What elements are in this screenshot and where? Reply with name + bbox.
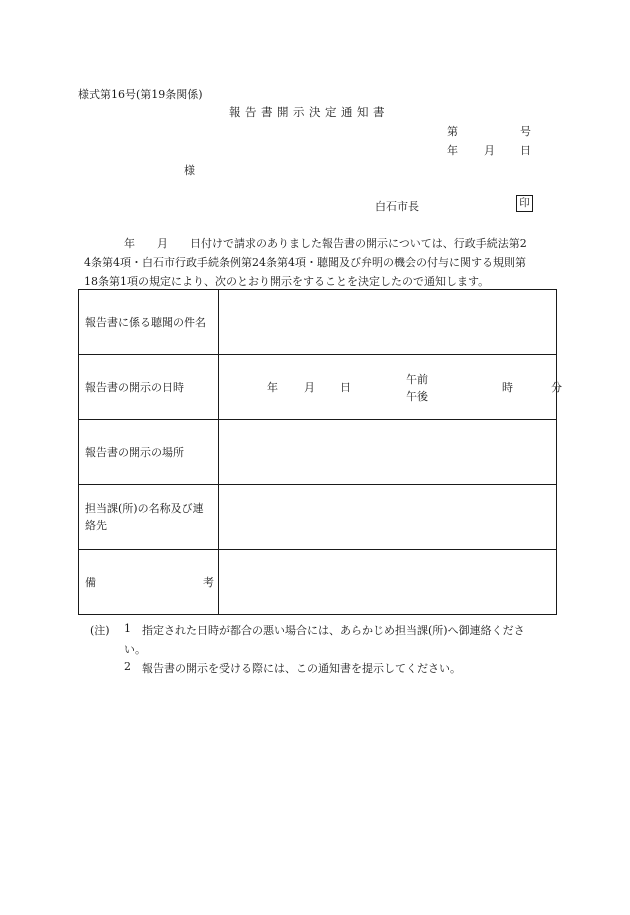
table-row [79,485,557,550]
table-row [79,420,557,485]
note-1-text-continued: い。 [124,643,146,656]
table-row [79,550,557,615]
body-line-1: 年 月 日付けで請求のありました報告書の開示については、行政手続法第2 [124,237,527,250]
row-value-remarks[interactable] [219,550,557,615]
dt-year: 年 [267,381,278,394]
date-year-label: 年 [447,144,458,157]
dt-hour: 時 [502,381,513,394]
table-row [79,355,557,420]
note-2-text: 報告書の開示を受ける際には、この通知書を提示してください。 [142,662,461,675]
note-1-text: 指定された日時が都合の悪い場合には、あらかじめ担当課(所)へ御連絡くださ [142,624,525,637]
row-label-place [79,420,219,485]
dt-pm: 午後 [406,390,428,403]
dt-month: 月 [304,381,315,394]
document-title: 報告書開示決定通知書 [229,105,389,119]
dt-minute: 分 [551,381,562,394]
date-month-label: 月 [484,144,495,157]
form-number: 様式第16号(第19条関係) [78,88,203,101]
disclosure-table [78,289,562,615]
body-line-2: 4条第4項・白石市行政手続条例第24条第4項・聴聞及び弁明の機会の付与に関する規則第 [84,256,526,269]
seal-mark: 印 [516,195,533,212]
row-value-place[interactable] [219,420,557,485]
row-label-subject [79,290,219,355]
row-value-datetime[interactable] [219,355,562,420]
row-label-datetime [79,355,219,420]
row-label-remarks [79,550,219,615]
remarks-label-b: 考 [203,575,214,589]
date-day-label: 日 [520,144,531,157]
body-line-3: 18条第1項の規定により、次のとおり開示をすることを決定したので通知します。 [84,275,490,288]
number-prefix: 第 [447,125,458,138]
table-row [79,290,557,355]
addressee-suffix: 様 [184,164,195,177]
note-1-number: 1 [124,622,131,635]
notice-body [84,234,559,291]
dt-am: 午前 [406,373,428,386]
remarks-label-a: 備 [85,575,96,589]
row-value-subject[interactable] [219,290,557,355]
row-label-contact [79,485,219,550]
row-label-text: 報告書の開示の場所 [85,445,184,459]
row-label-text: 報告書に係る聴聞の件名 [85,315,206,329]
note-2-number: 2 [124,660,131,673]
row-label-text: 担当課(所)の名称及び連絡先 [85,502,204,532]
notes-prefix: (注) [90,624,110,637]
number-suffix: 号 [520,125,531,138]
row-label-text: 報告書の開示の日時 [85,380,184,394]
row-value-contact[interactable] [219,485,557,550]
issuer-name: 白石市長 [375,200,419,213]
dt-day: 日 [340,381,351,394]
